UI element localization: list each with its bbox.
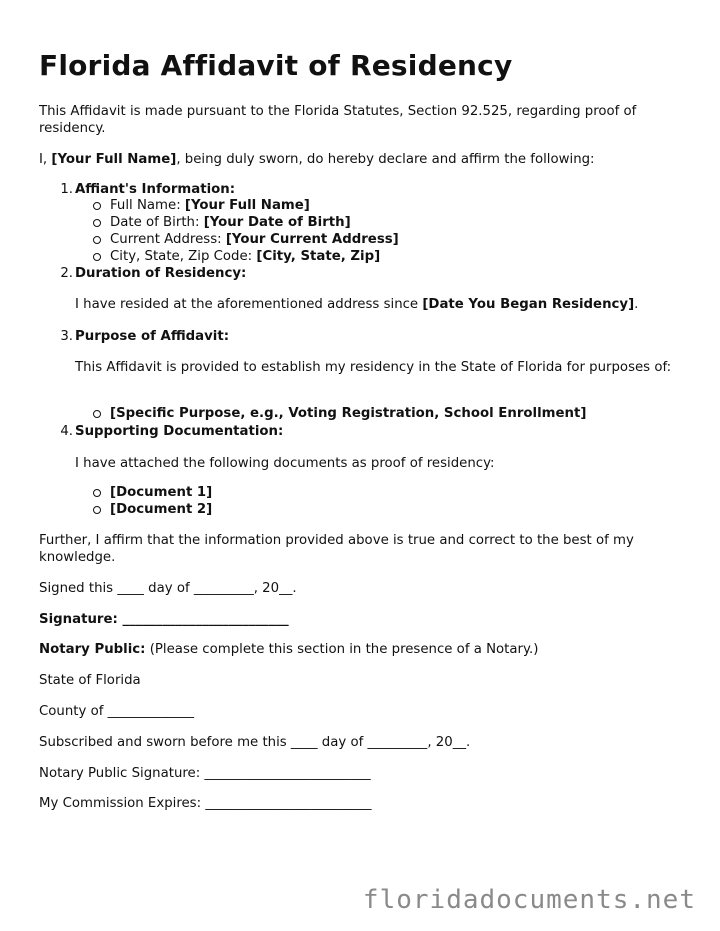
- declaration-prefix: I,: [39, 152, 52, 167]
- section-paragraph: This Affidavit is provided to establish my residency in the State of Florida for purposes of:: [75, 360, 672, 375]
- list-item: Date of Birth: [Your Date of Birth]: [110, 215, 351, 230]
- signature-blank: _________________________: [122, 612, 289, 627]
- bullet-circle-icon: [93, 202, 101, 210]
- bullet-circle-icon: [93, 253, 101, 261]
- intro-paragraph: This Affidavit is made pursuant to the Florida Statutes, Section 92.525, regarding proof of residency.: [39, 104, 637, 136]
- signature-line: [39, 612, 684, 629]
- section-number: 4.: [60, 424, 73, 439]
- notary-heading: [39, 642, 684, 659]
- state-line: State of Florida: [39, 673, 141, 688]
- subscribed-line: Subscribed and sworn before me this ____ day of _________, 20__.: [39, 735, 471, 750]
- bullet-circle-icon: [93, 489, 101, 497]
- section-heading: Duration of Residency:: [75, 266, 247, 281]
- document-title: Florida Affidavit of Residency: [39, 49, 513, 82]
- bullet-circle-icon: [93, 236, 101, 244]
- bullet-circle-icon: [93, 410, 101, 418]
- list-item: [Specific Purpose, e.g., Voting Registration, School Enrollment]: [110, 406, 587, 421]
- section-paragraph: I have resided at the aforementioned address since [Date You Began Residency].: [75, 297, 639, 312]
- signed-date-line: Signed this ____ day of _________, 20__.: [39, 581, 297, 596]
- notary-label: Notary Public:: [39, 642, 146, 657]
- affirmation-paragraph: Further, I affirm that the information provided above is true and correct to the best of my knowledge.: [39, 533, 634, 565]
- section-heading: Purpose of Affidavit:: [75, 329, 230, 344]
- section-heading: Affiant's Information:: [75, 182, 236, 197]
- bullet-circle-icon: [93, 506, 101, 514]
- declaration-suffix: , being duly sworn, do hereby declare and affirm the following:: [176, 152, 595, 167]
- section-heading: Supporting Documentation:: [75, 424, 284, 439]
- commission-expires-line: My Commission Expires: _________________________: [39, 796, 372, 811]
- declarant-name: [Your Full Name]: [51, 152, 177, 167]
- watermark: floridadocuments.net: [362, 885, 696, 915]
- notary-signature-line: Notary Public Signature: _________________________: [39, 766, 371, 781]
- section-number: 1.: [60, 182, 73, 197]
- list-item: [Document 1]: [110, 485, 213, 500]
- declaration-line: [39, 152, 684, 169]
- section-paragraph: I have attached the following documents as proof of residency:: [75, 456, 495, 471]
- notary-note: (Please complete this section in the presence of a Notary.): [145, 642, 539, 657]
- list-item: City, State, Zip Code: [City, State, Zip]: [110, 249, 381, 264]
- list-item: Full Name: [Your Full Name]: [110, 198, 310, 213]
- section-number: 2.: [60, 266, 73, 281]
- bullet-circle-icon: [93, 219, 101, 227]
- county-line: County of _____________: [39, 704, 195, 719]
- signature-label: Signature:: [39, 612, 123, 627]
- section-number: 3.: [60, 329, 73, 344]
- list-item: [Document 2]: [110, 502, 213, 517]
- list-item: Current Address: [Your Current Address]: [110, 232, 399, 247]
